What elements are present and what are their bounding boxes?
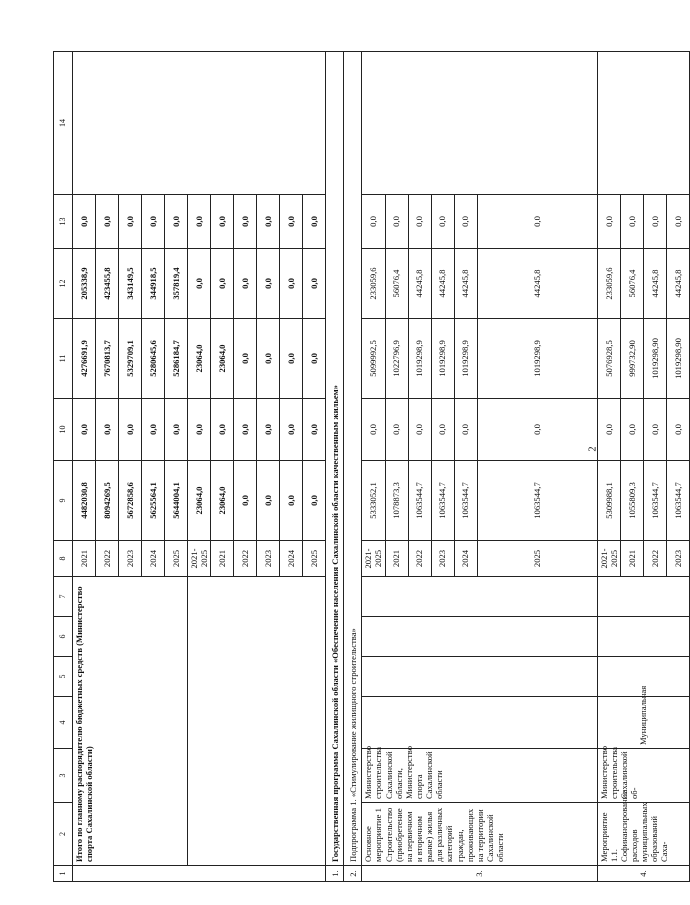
value-cell-c9: 1078873,3	[385, 461, 408, 541]
empty-cell-6	[597, 617, 689, 657]
year-cell: 2022	[96, 541, 119, 577]
value-cell-c11: 5286184,7	[165, 319, 188, 399]
column-number-row	[54, 52, 73, 882]
value-cell-c13: 0,0	[234, 195, 257, 249]
value-cell-c12: 205338,9	[73, 249, 96, 319]
column-number-7: 7	[54, 577, 73, 617]
value-cell-c10: 0,0	[597, 399, 620, 461]
value-cell-c12: 344918,5	[142, 249, 165, 319]
value-cell-c11: 1019298,9	[477, 319, 597, 399]
value-cell-c9: 5309988,1	[597, 461, 620, 541]
value-cell-c11: 1022796,9	[385, 319, 408, 399]
value-cell-c9: 0,0	[234, 461, 257, 541]
page-number: 2	[587, 446, 599, 452]
value-cell-c10: 0,0	[431, 399, 454, 461]
column-number-10: 10	[54, 399, 73, 461]
value-cell-c9: 1055809,3	[620, 461, 643, 541]
column-number-3: 3	[54, 749, 73, 803]
item4-row	[597, 52, 620, 882]
value-cell-c10: 0,0	[234, 399, 257, 461]
value-cell-c9: 5625564,1	[142, 461, 165, 541]
total-num-cell	[73, 866, 326, 882]
value-cell-c10: 0,0	[165, 399, 188, 461]
value-cell-c12: 233059,6	[362, 249, 385, 319]
value-cell-c10: 0,0	[119, 399, 142, 461]
value-cell-c11: 5329709,1	[119, 319, 142, 399]
section-num: 1.	[326, 866, 344, 882]
value-cell-c9: 5644004,1	[165, 461, 188, 541]
column-number-5: 5	[54, 657, 73, 697]
item3-num: 3.	[362, 866, 597, 882]
value-cell-c9: 23064,0	[211, 461, 234, 541]
empty-cell-14	[362, 52, 597, 195]
value-cell-c12: 44245,8	[431, 249, 454, 319]
section-row	[344, 52, 362, 882]
value-cell-c13: 0,0	[280, 195, 303, 249]
value-cell-c11: 0,0	[303, 319, 326, 399]
item4-type: Муниципальная	[597, 697, 689, 749]
value-cell-c9: 1063544,7	[431, 461, 454, 541]
year-cell: 2025	[165, 541, 188, 577]
value-cell-c13: 0,0	[362, 195, 385, 249]
value-cell-c9: 1063544,7	[408, 461, 431, 541]
empty-span-cell	[188, 577, 326, 866]
column-number-8: 8	[54, 541, 73, 577]
total-row	[73, 52, 96, 882]
year-cell: 2023	[431, 541, 454, 577]
value-cell-c11: 1019298,9	[431, 319, 454, 399]
value-cell-c10: 0,0	[385, 399, 408, 461]
value-cell-c13: 0,0	[211, 195, 234, 249]
value-cell-c11: 1019298,90	[643, 319, 666, 399]
value-cell-c9: 5333052,1	[362, 461, 385, 541]
value-cell-c11: 1019298,90	[666, 319, 689, 399]
value-cell-c10: 0,0	[477, 399, 597, 461]
value-cell-c13: 0,0	[142, 195, 165, 249]
value-cell-c10: 0,0	[96, 399, 119, 461]
value-cell-c9: 1063544,7	[454, 461, 477, 541]
value-cell-c12: 44245,8	[477, 249, 597, 319]
value-cell-c13: 0,0	[188, 195, 211, 249]
column-number-12: 12	[54, 249, 73, 319]
column-number-13: 13	[54, 195, 73, 249]
year-cell: 2024	[142, 541, 165, 577]
value-cell-c12: 357819,4	[165, 249, 188, 319]
section-title: Государственная программа Сахалинской области «Обеспечение населения Сахалинской области качественным жильем»	[326, 52, 344, 866]
value-cell-c10: 0,0	[73, 399, 96, 461]
value-cell-c11: 23064,0	[188, 319, 211, 399]
value-cell-c9: 1063544,7	[477, 461, 597, 541]
value-cell-c12: 44245,8	[454, 249, 477, 319]
value-cell-c11: 5099992,5	[362, 319, 385, 399]
value-cell-c12: 233059,6	[597, 249, 620, 319]
item3-executor: Министерство строительства Сахалинской области, Министерство спорта Сахалинской области	[362, 749, 597, 803]
value-cell-c13: 0,0	[477, 195, 597, 249]
year-cell: 2021	[211, 541, 234, 577]
empty-cell-6	[362, 617, 597, 657]
value-cell-c10: 0,0	[303, 399, 326, 461]
value-cell-c12: 0,0	[303, 249, 326, 319]
value-cell-c11: 1019298,9	[454, 319, 477, 399]
year-cell: 2023	[119, 541, 142, 577]
value-cell-c10: 0,0	[666, 399, 689, 461]
value-cell-c10: 0,0	[257, 399, 280, 461]
column-number-4: 4	[54, 697, 73, 749]
value-cell-c11: 7670813,7	[96, 319, 119, 399]
value-cell-c9: 1063544,7	[666, 461, 689, 541]
year-cell: 2021	[385, 541, 408, 577]
value-cell-c12: 44245,8	[643, 249, 666, 319]
value-cell-c11: 0,0	[280, 319, 303, 399]
value-cell-c11: 0,0	[257, 319, 280, 399]
value-cell-c12: 44245,8	[666, 249, 689, 319]
year-cell: 2024	[454, 541, 477, 577]
year-cell: 2025	[477, 541, 597, 577]
value-cell-c12: 0,0	[257, 249, 280, 319]
year-cell: 2021	[73, 541, 96, 577]
value-cell-c9: 0,0	[303, 461, 326, 541]
value-cell-c9: 23064,0	[188, 461, 211, 541]
item3-row	[362, 52, 385, 882]
empty-cell-5	[362, 657, 597, 697]
value-cell-c10: 0,0	[142, 399, 165, 461]
value-cell-c11: 1019298,9	[408, 319, 431, 399]
year-cell: 2022	[643, 541, 666, 577]
section-row	[326, 52, 344, 882]
year-cell: 2021-2025	[597, 541, 620, 577]
value-cell-c10: 0,0	[454, 399, 477, 461]
year-cell: 2021-2025	[362, 541, 385, 577]
value-cell-c12: 0,0	[211, 249, 234, 319]
item4-name: Мероприятие 1.1. Софинансирование расходов муниципальных образований Саха-	[597, 803, 689, 866]
value-cell-c11: 5280645,6	[142, 319, 165, 399]
year-cell: 2021-2025	[188, 541, 211, 577]
column-number-9: 9	[54, 461, 73, 541]
empty-cell-14	[597, 52, 689, 195]
year-cell: 2025	[303, 541, 326, 577]
value-cell-c11: 5076928,5	[597, 319, 620, 399]
value-cell-c9: 0,0	[280, 461, 303, 541]
value-cell-c12: 44245,8	[408, 249, 431, 319]
value-cell-c13: 0,0	[666, 195, 689, 249]
value-cell-c13: 0,0	[620, 195, 643, 249]
value-cell-c12: 0,0	[188, 249, 211, 319]
value-cell-c13: 0,0	[385, 195, 408, 249]
year-cell: 2022	[234, 541, 257, 577]
value-cell-c12: 56076,4	[620, 249, 643, 319]
value-cell-c9: 0,0	[257, 461, 280, 541]
value-cell-c10: 0,0	[280, 399, 303, 461]
value-cell-c13: 0,0	[96, 195, 119, 249]
item3-name: Основное мероприятие 1 Строительство (приобретение на первичном и вторичном рынке) жилья для различных категорий граждан, проживающих на территории Сахалинской области	[362, 803, 597, 866]
year-cell: 2021	[620, 541, 643, 577]
column-number-14: 14	[54, 52, 73, 195]
value-cell-c11: 0,0	[234, 319, 257, 399]
value-cell-c10: 0,0	[643, 399, 666, 461]
column-number-6: 6	[54, 617, 73, 657]
budget-table-sheet	[53, 52, 683, 882]
year-cell: 2024	[280, 541, 303, 577]
value-cell-c13: 0,0	[597, 195, 620, 249]
value-cell-c11: 999732,90	[620, 319, 643, 399]
value-cell-c13: 0,0	[643, 195, 666, 249]
value-cell-c10: 0,0	[620, 399, 643, 461]
value-cell-c9: 5672858,6	[119, 461, 142, 541]
item4-executor: Министерство строительства Сахалинской об-	[597, 749, 689, 803]
year-cell: 2022	[408, 541, 431, 577]
value-cell-c10: 0,0	[188, 399, 211, 461]
value-cell-c9: 1063544,7	[643, 461, 666, 541]
section-title: Подпрограмма 1. «Стимулирование жилищного строительства»	[344, 52, 362, 866]
total-title: Итого по главному распорядителю бюджетных средств (Министерство спорта Сахалинской области)	[73, 577, 188, 866]
value-cell-c12: 0,0	[280, 249, 303, 319]
value-cell-c13: 0,0	[408, 195, 431, 249]
value-cell-c13: 0,0	[303, 195, 326, 249]
year-cell: 2023	[666, 541, 689, 577]
value-cell-c12: 0,0	[234, 249, 257, 319]
column-number-2: 2	[54, 803, 73, 866]
value-cell-c9: 8094269,5	[96, 461, 119, 541]
empty-cell-4	[362, 697, 597, 749]
value-cell-c13: 0,0	[454, 195, 477, 249]
value-cell-c13: 0,0	[257, 195, 280, 249]
value-cell-c9: 4482030,8	[73, 461, 96, 541]
section-num: 2.	[344, 866, 362, 882]
item4-num: 4.	[597, 866, 689, 882]
value-cell-c12: 56076,4	[385, 249, 408, 319]
value-cell-c11: 23064,0	[211, 319, 234, 399]
column-number-11: 11	[54, 319, 73, 399]
value-cell-c10: 0,0	[408, 399, 431, 461]
value-cell-c11: 4276691,9	[73, 319, 96, 399]
value-cell-c13: 0,0	[119, 195, 142, 249]
year-cell: 2023	[257, 541, 280, 577]
value-cell-c12: 343149,5	[119, 249, 142, 319]
value-cell-c13: 0,0	[165, 195, 188, 249]
empty-cell-7	[362, 577, 597, 617]
value-cell-c13: 0,0	[73, 195, 96, 249]
value-cell-c10: 0,0	[362, 399, 385, 461]
value-cell-c10: 0,0	[211, 399, 234, 461]
empty-cell-7	[597, 577, 689, 617]
column-number-1: 1	[54, 866, 73, 882]
empty-cell-14	[73, 52, 326, 195]
value-cell-c12: 423455,8	[96, 249, 119, 319]
budget-table	[53, 51, 690, 882]
value-cell-c13: 0,0	[431, 195, 454, 249]
